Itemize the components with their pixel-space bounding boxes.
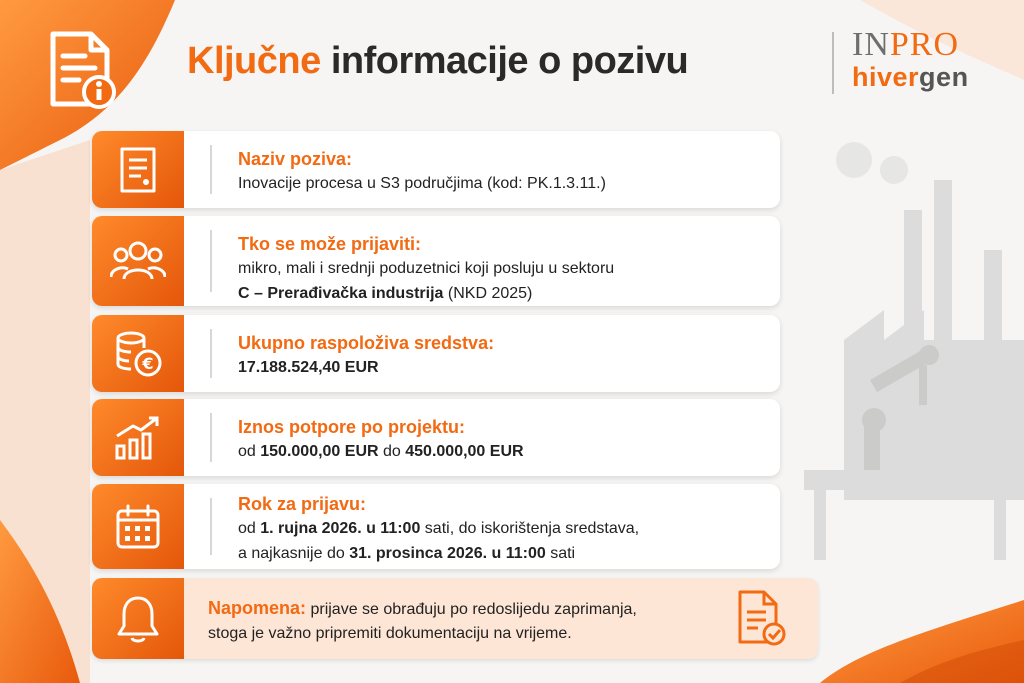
logo-inpro: INPRO (852, 26, 960, 63)
title-accent: Ključne (187, 40, 321, 82)
card-divider (210, 230, 212, 292)
header-document-info-icon (35, 24, 127, 116)
note-box (92, 578, 818, 659)
info-card-call-name (92, 131, 780, 208)
page-title (187, 40, 688, 83)
card-divider (210, 413, 212, 462)
card-label: Naziv poziva: (238, 149, 353, 169)
document-check-icon (732, 588, 788, 653)
logo-hivergen: hivergen (852, 62, 969, 92)
document-icon (92, 131, 184, 208)
factory-illustration (784, 140, 1024, 600)
svg-text:€: € (142, 353, 154, 373)
info-card-eligibility (92, 216, 780, 306)
card-label: Tko se može prijaviti: (238, 234, 422, 254)
people-icon (92, 216, 184, 306)
coins-euro-icon (92, 315, 184, 392)
note-label: Napomena: (208, 598, 307, 618)
card-value-line1: od 1. rujna 2026. u 11:00 sati, do iskorištenja sredstava, (238, 520, 640, 537)
info-card-total-funds (92, 315, 780, 392)
calendar-icon (92, 484, 184, 569)
note-text (208, 596, 728, 646)
card-value: od 150.000,00 EUR do 450.000,00 EUR (238, 443, 524, 460)
card-value: 17.188.524,40 EUR (238, 359, 379, 376)
note-text-line2: stoga je važno pripremiti dokumentaciju na vrijeme. (208, 625, 572, 642)
title-rest: informacije o pozivu (330, 40, 689, 82)
card-value: Inovacije procesa u S3 područjima (kod: PK.1.3.11.) (238, 175, 606, 192)
info-card-support-amount (92, 399, 780, 476)
bell-icon (92, 578, 184, 659)
card-divider (210, 498, 212, 555)
card-value-line2: C – Prerađivačka industrija (NKD 2025) (238, 285, 533, 302)
info-card-deadline (92, 484, 780, 569)
card-label: Iznos potpore po projektu: (238, 417, 465, 437)
logo-separator (832, 32, 834, 94)
card-label: Rok za prijavu: (238, 494, 367, 514)
card-value-line2: a najkasnije do 31. prosinca 2026. u 11:00 sati (238, 545, 576, 562)
card-divider (210, 145, 212, 194)
card-value-line1: mikro, mali i srednji poduzetnici koji posluju u sektoru (238, 260, 615, 277)
brand-logo (852, 28, 969, 92)
growth-chart-icon (92, 399, 184, 476)
note-text-line1: prijave se obrađuju po redoslijedu zaprimanja, (306, 601, 637, 618)
card-divider (210, 329, 212, 378)
card-label: Ukupno raspoloživa sredstva: (238, 333, 495, 353)
